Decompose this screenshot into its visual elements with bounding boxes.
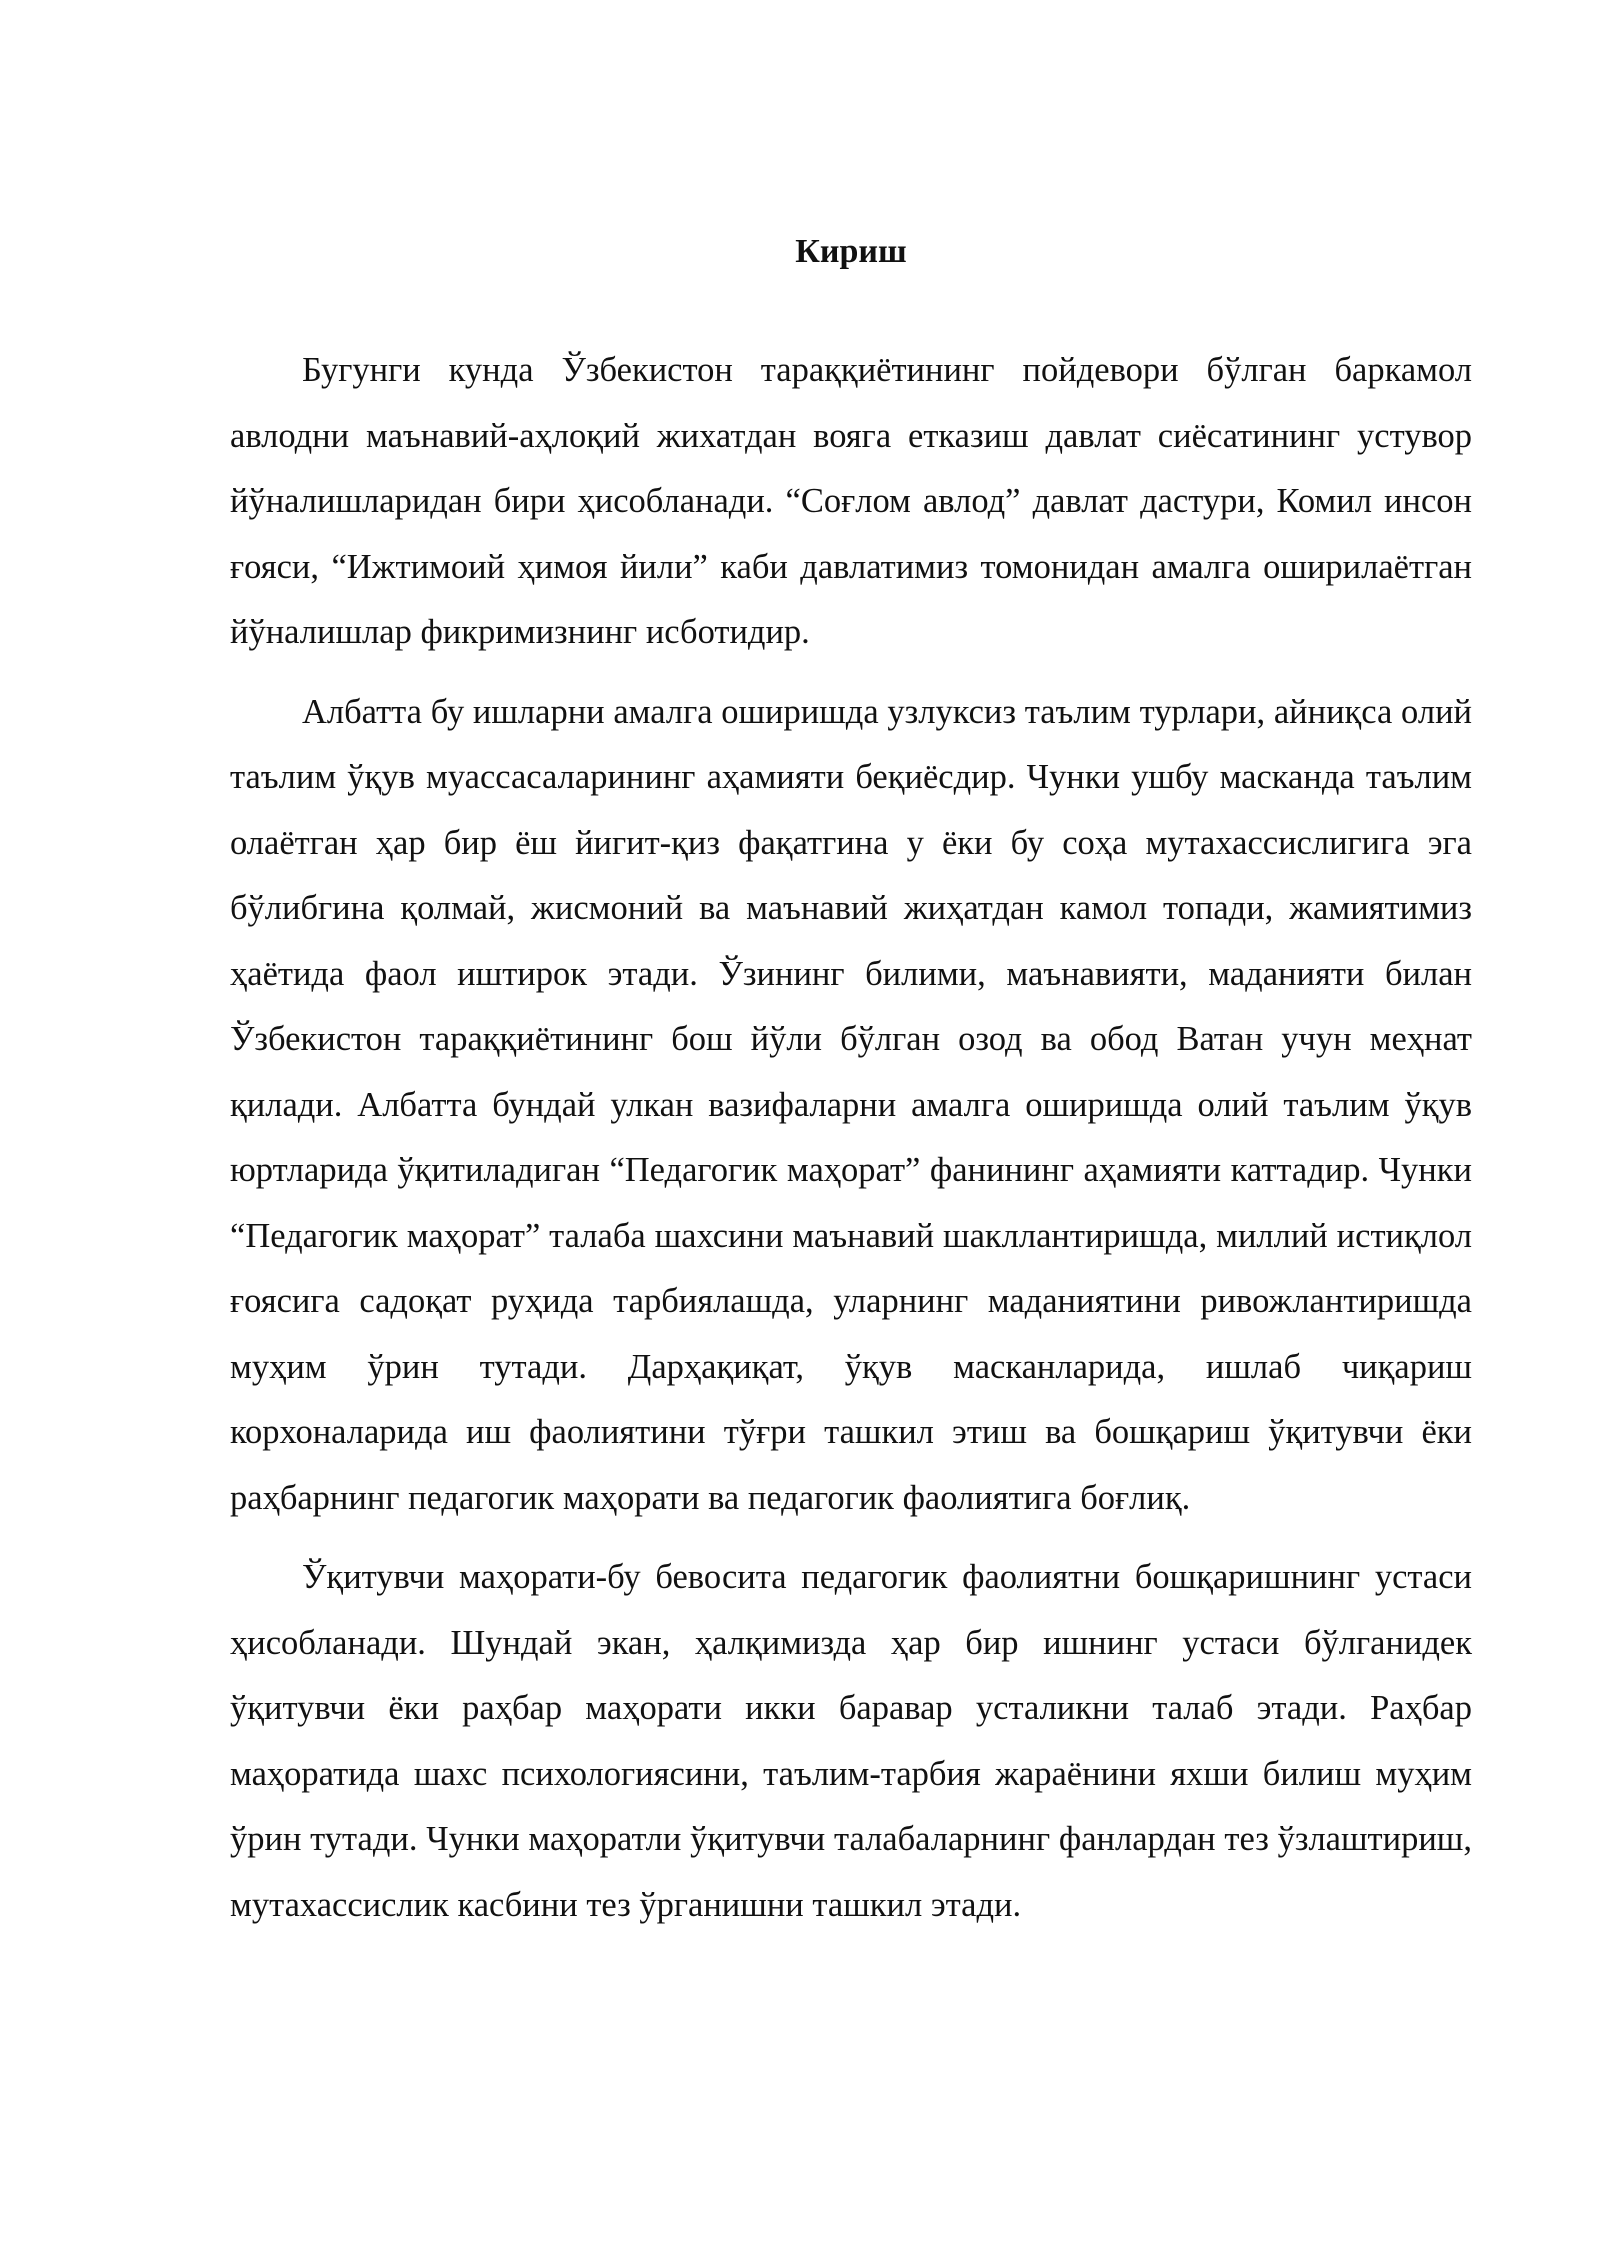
document-body	[230, 228, 1472, 1952]
document-title: Кириш	[795, 233, 907, 270]
paragraph-2: Албатта бу ишларни амалга оширишда узлуксиз таълим турлари, айниқса олий таълим ўқув муассасаларининг аҳамияти беқиёсдир. Чунки ушбу масканда таълим олаётган ҳар бир ёш йигит-қиз фақатгина у ёки бу соҳа мутахассислигига эга бўлибгина қолмай, жисмоний ва маънавий жиҳатдан камол топади, жамиятимиз ҳаётида фаол иштирок этади. Ўзининг билими, маънавияти, маданияти билан Ўзбекистон тараққиётининг бош йўли бўлган озод ва обод Ватан учун меҳнат қилади. Албатта бундай улкан вазифаларни амалга оширишда олий таълим ўқув юртларида ўқитиладиган “Педагогик маҳорат” фанининг аҳамияти каттадир. Чунки “Педагогик маҳорат” талаба шахсини маънавий шакллантиришда, миллий истиқлол ғоясига садоқат руҳида тарбиялашда, уларнинг маданиятини ривожлантиришда муҳим ўрин тутади. Дарҳақиқат, ўқув масканларида, ишлаб чиқариш корхоналарида иш фаолиятини тўғри ташкил этиш ва бошқариш ўқитувчи ёки раҳбарнинг педагогик маҳорати ва педагогик фаолиятига боғлиқ.	[230, 692, 1472, 1517]
paragraph-1: Бугунги кунда Ўзбекистон тараққиётининг пойдевори бўлган баркамол авлодни маънавий-аҳлоқий жихатдан вояга етказиш давлат сиёсатининг устувор йўналишларидан бири ҳисобланади. “Соғлом авлод” давлат дастури, Комил инсон ғояси, “Ижтимоий ҳимоя йили” каби давлатимиз томонидан амалга оширилаётган йўналишлар фикримизнинг исботидир.	[230, 351, 1472, 651]
paragraph-3: Ўқитувчи маҳорати-бу бевосита педагогик фаолиятни бошқаришнинг устаси ҳисобланади. Шундай экан, ҳалқимизда ҳар бир ишнинг устаси бўлганидек ўқитувчи ёки раҳбар маҳорати икки баравар усталикни талаб этади. Раҳбар маҳоратида шахс психологиясини, таълим-тарбия жараёнини яхши билиш муҳим ўрин тутади. Чунки маҳоратли ўқитувчи талабаларнинг фанлардан тез ўзлаштириш, мутахассислик касбини тез ўрганишни ташкил этади.	[230, 1558, 1472, 1924]
